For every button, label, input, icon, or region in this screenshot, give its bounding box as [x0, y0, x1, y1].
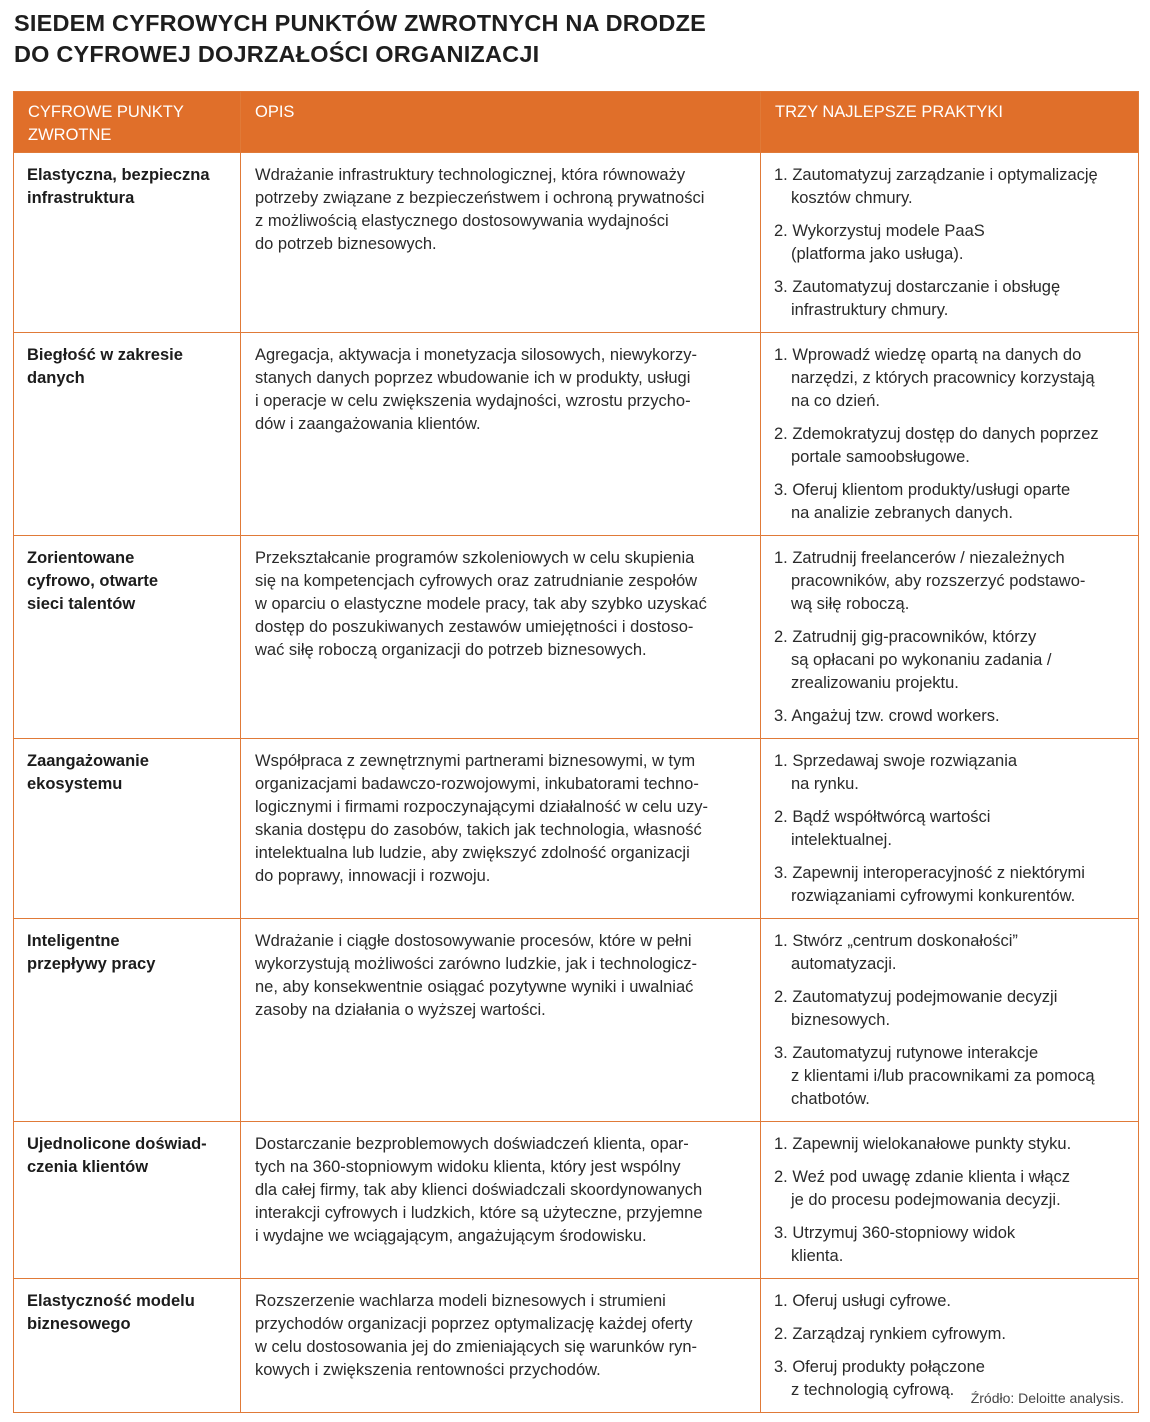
- practice-line: rozwiązaniami cyfrowymi konkurentów.: [791, 887, 1076, 905]
- practice-item: [774, 423, 1128, 469]
- table-row: [14, 153, 1139, 333]
- table-row: [14, 919, 1139, 1122]
- practice-item: [774, 930, 1128, 976]
- practices-list: [774, 750, 1128, 908]
- pivot-name-line: sieci talentów: [27, 595, 136, 613]
- pivot-name-line: Biegłość w zakresie: [27, 346, 183, 364]
- practice-line: 3. Zapewnij interoperacyjność z niektórymi: [774, 864, 1085, 882]
- practice-line: chatbotów.: [791, 1090, 870, 1108]
- practice-item: [774, 862, 1128, 908]
- description-line: dostęp do poszukiwanych zestawów umiejętności i dostoso-: [255, 618, 694, 636]
- pivot-name: [14, 536, 241, 739]
- description-line: w celu dostosowania jej do zmieniających się warunków ryn-: [255, 1338, 698, 1356]
- header-digital-pivots: CYFROWE PUNKTY ZWROTNE: [14, 92, 241, 153]
- practice-line: wą siłę roboczą.: [791, 595, 910, 613]
- description-line: Wdrażanie infrastruktury technologicznej, która równoważy: [255, 166, 686, 184]
- description-line: i operacje w celu zwiększenia wydajności, wzrostu przycho-: [255, 392, 691, 410]
- practice-line: 1. Zatrudnij freelancerów / niezależnych: [774, 549, 1065, 567]
- header-description: OPIS: [241, 92, 761, 153]
- title-line-2: DO CYFROWEJ DOJRZAŁOŚCI ORGANIZACJI: [14, 41, 540, 67]
- description-line: tych na 360-stopniowym widoku klienta, który jest wspólny: [255, 1158, 681, 1176]
- best-practices: [761, 153, 1139, 333]
- pivot-description: [241, 1279, 761, 1413]
- practice-line: zrealizowaniu projektu.: [791, 674, 959, 692]
- practice-line: 1. Wprowadź wiedzę opartą na danych do: [774, 346, 1082, 364]
- description-line: interakcji cyfrowych i ludzkich, które są użyteczne, przyjemne: [255, 1204, 703, 1222]
- description-line: Agregacja, aktywacja i monetyzacja silosowych, niewykorzy-: [255, 346, 698, 364]
- pivot-name: [14, 153, 241, 333]
- description-line: kowych i zwiększenia rentowności przychodów.: [255, 1361, 601, 1379]
- description-line: Rozszerzenie wachlarza modeli biznesowych i strumieni: [255, 1292, 666, 1310]
- pivot-description: [241, 1122, 761, 1279]
- description-line: potrzeby związane z bezpieczeństwem i ochroną prywatności: [255, 189, 705, 207]
- best-practices: [761, 536, 1139, 739]
- description-line: się na kompetencjach cyfrowych oraz zatrudnianie zespołów: [255, 572, 698, 590]
- practice-item: [774, 1133, 1128, 1156]
- practices-list: [774, 344, 1128, 525]
- pivot-name-line: ekosystemu: [27, 775, 123, 793]
- practice-line: biznesowych.: [791, 1011, 891, 1029]
- pivot-description: [241, 919, 761, 1122]
- practice-line: na analizie zebranych danych.: [791, 504, 1013, 522]
- practice-line: pracowników, aby rozszerzyć podstawo-: [791, 572, 1086, 590]
- pivot-name: [14, 919, 241, 1122]
- pivot-description: [241, 739, 761, 919]
- practice-item: [774, 1290, 1128, 1313]
- pivot-name-line: przepływy pracy: [27, 955, 156, 973]
- table-row: [14, 1122, 1139, 1279]
- pivot-name-line: Ujednolicone doświad-: [27, 1135, 207, 1153]
- description-line: do poprawy, innowacji i rozwoju.: [255, 867, 491, 885]
- description-line: wykorzystują możliwości zarówno ludzkie, jak i technologicz-: [255, 955, 697, 973]
- practice-line: 2. Zdemokratyzuj dostęp do danych poprzez: [774, 425, 1099, 443]
- practice-line: 2. Zatrudnij gig-pracowników, którzy: [774, 628, 1037, 646]
- practice-item: [774, 1166, 1128, 1212]
- description-line: intelektualna lub ludzie, aby zwiększyć zdolność organizacji: [255, 844, 690, 862]
- practice-line: portale samoobsługowe.: [791, 448, 970, 466]
- best-practices: [761, 919, 1139, 1122]
- description-line: Dostarczanie bezproblemowych doświadczeń klienta, opar-: [255, 1135, 689, 1153]
- description-line: logicznymi i firmami rozpoczynającymi działalność w celu uzy-: [255, 798, 708, 816]
- description-line: ne, aby konsekwentnie osiągać pozytywne wyniki i uwalniać: [255, 978, 694, 996]
- practice-line: 3. Zautomatyzuj rutynowe interakcje: [774, 1044, 1039, 1062]
- description-line: z możliwością elastycznego dostosowywania wydajności: [255, 212, 669, 230]
- practice-line: 2. Zarządzaj rynkiem cyfrowym.: [774, 1325, 1006, 1343]
- best-practices: [761, 739, 1139, 919]
- practice-line: 2. Weź pod uwagę zdanie klienta i włącz: [774, 1168, 1070, 1186]
- practice-line: 3. Zautomatyzuj dostarczanie i obsługę: [774, 278, 1061, 296]
- practice-item: [774, 220, 1128, 266]
- practice-item: [774, 276, 1128, 322]
- pivot-name: [14, 333, 241, 536]
- description-line: organizacjami badawczo-rozwojowymi, inkubatorami techno-: [255, 775, 699, 793]
- pivot-name-line: infrastruktura: [27, 189, 135, 207]
- practice-line: automatyzacji.: [791, 955, 897, 973]
- practice-item: [774, 479, 1128, 525]
- practice-line: 1. Sprzedawaj swoje rozwiązania: [774, 752, 1018, 770]
- practice-item: [774, 750, 1128, 796]
- pivot-name-line: cyfrowo, otwarte: [27, 572, 159, 590]
- pivot-name: [14, 1279, 241, 1413]
- practice-line: 1. Zapewnij wielokanałowe punkty styku.: [774, 1135, 1072, 1153]
- practice-line: z klientami i/lub pracownikami za pomocą: [791, 1067, 1095, 1085]
- description-line: dla całej firmy, tak aby klienci doświadczali skoordynowanych: [255, 1181, 703, 1199]
- practice-line: narzędzi, z których pracownicy korzystają: [791, 369, 1095, 387]
- description-line: Współpraca z zewnętrznymi partnerami biznesowymi, w tym: [255, 752, 696, 770]
- practice-line: klienta.: [791, 1247, 844, 1265]
- pivot-name-line: Zaangażowanie: [27, 752, 149, 770]
- practices-list: [774, 164, 1128, 322]
- description-line: w oparciu o elastyczne modele pracy, tak aby szybko uzyskać: [255, 595, 707, 613]
- description-line: Przekształcanie programów szkoleniowych w celu skupienia: [255, 549, 695, 567]
- source-note: Źródło: Deloitte analysis.: [970, 1390, 1124, 1406]
- pivot-description: [241, 153, 761, 333]
- practice-line: 3. Oferuj klientom produkty/usługi oparte: [774, 481, 1071, 499]
- description-line: i wydajne we wciągającym, angażującym środowisku.: [255, 1227, 647, 1245]
- digital-pivots-table: [13, 91, 1139, 1413]
- pivot-description: [241, 536, 761, 739]
- practice-line: (platforma jako usługa).: [791, 245, 964, 263]
- practice-line: je do procesu podejmowania decyzji.: [791, 1191, 1061, 1209]
- practice-item: [774, 547, 1128, 616]
- pivot-name-line: czenia klientów: [27, 1158, 149, 1176]
- practice-line: 1. Oferuj usługi cyfrowe.: [774, 1292, 951, 1310]
- practice-item: [774, 164, 1128, 210]
- pivot-name-line: Elastyczność modelu: [27, 1292, 195, 1310]
- practice-item: [774, 705, 1128, 728]
- pivot-name-line: Inteligentne: [27, 932, 120, 950]
- description-line: Wdrażanie i ciągłe dostosowywanie procesów, które w pełni: [255, 932, 692, 950]
- practice-line: 3. Oferuj produkty połączone: [774, 1358, 985, 1376]
- title-line-1: SIEDEM CYFROWYCH PUNKTÓW ZWROTNYCH NA DRODZE: [14, 10, 707, 36]
- practice-item: [774, 626, 1128, 695]
- practice-line: są opłacani po wykonaniu zadania /: [791, 651, 1052, 669]
- pivot-name: [14, 1122, 241, 1279]
- practice-item: [774, 806, 1128, 852]
- description-line: zasoby na działania o wyższej wartości.: [255, 1001, 546, 1019]
- practice-line: 3. Angażuj tzw. crowd workers.: [774, 707, 1000, 725]
- practice-item: [774, 344, 1128, 413]
- description-line: dów i zaangażowania klientów.: [255, 415, 481, 433]
- practice-line: 3. Utrzymuj 360-stopniowy widok: [774, 1224, 1016, 1242]
- practice-line: na rynku.: [791, 775, 859, 793]
- description-line: stanych danych poprzez wbudowanie ich w produkty, usługi: [255, 369, 691, 387]
- practice-line: 2. Zautomatyzuj podejmowanie decyzji: [774, 988, 1058, 1006]
- practices-list: [774, 930, 1128, 1111]
- practice-item: [774, 1323, 1128, 1346]
- table-row: [14, 333, 1139, 536]
- practice-line: na co dzień.: [791, 392, 880, 410]
- practice-line: 2. Bądź współtwórcą wartości: [774, 808, 991, 826]
- practice-line: 2. Wykorzystuj modele PaaS: [774, 222, 985, 240]
- pivot-name: [14, 739, 241, 919]
- description-line: do potrzeb biznesowych.: [255, 235, 437, 253]
- practice-item: [774, 986, 1128, 1032]
- practice-line: infrastruktury chmury.: [791, 301, 949, 319]
- best-practices: [761, 1122, 1139, 1279]
- pivot-name-line: Zorientowane: [27, 549, 135, 567]
- practices-list: [774, 1290, 1128, 1402]
- table-header-row: [14, 92, 1139, 153]
- pivot-name-line: danych: [27, 369, 85, 387]
- practices-list: [774, 1133, 1128, 1268]
- header-best-practices: TRZY NAJLEPSZE PRAKTYKI: [761, 92, 1139, 153]
- page-title: [14, 8, 706, 70]
- practice-line: kosztów chmury.: [791, 189, 913, 207]
- practice-line: 1. Zautomatyzuj zarządzanie i optymalizację: [774, 166, 1098, 184]
- practice-line: z technologią cyfrową.: [791, 1381, 955, 1399]
- pivot-description: [241, 333, 761, 536]
- table-row: [14, 536, 1139, 739]
- practices-list: [774, 547, 1128, 728]
- pivot-name-line: biznesowego: [27, 1315, 131, 1333]
- description-line: wać siłę roboczą organizacji do potrzeb biznesowych.: [255, 641, 647, 659]
- practice-line: intelektualnej.: [791, 831, 892, 849]
- best-practices: [761, 333, 1139, 536]
- pivot-name-line: Elastyczna, bezpieczna: [27, 166, 210, 184]
- description-line: przychodów organizacji poprzez optymalizację każdej oferty: [255, 1315, 693, 1333]
- practice-item: [774, 1042, 1128, 1111]
- practice-line: 1. Stwórz „centrum doskonałości”: [774, 932, 1018, 950]
- table-row: [14, 739, 1139, 919]
- practice-item: [774, 1222, 1128, 1268]
- description-line: skania dostępu do zasobów, takich jak technologia, własność: [255, 821, 702, 839]
